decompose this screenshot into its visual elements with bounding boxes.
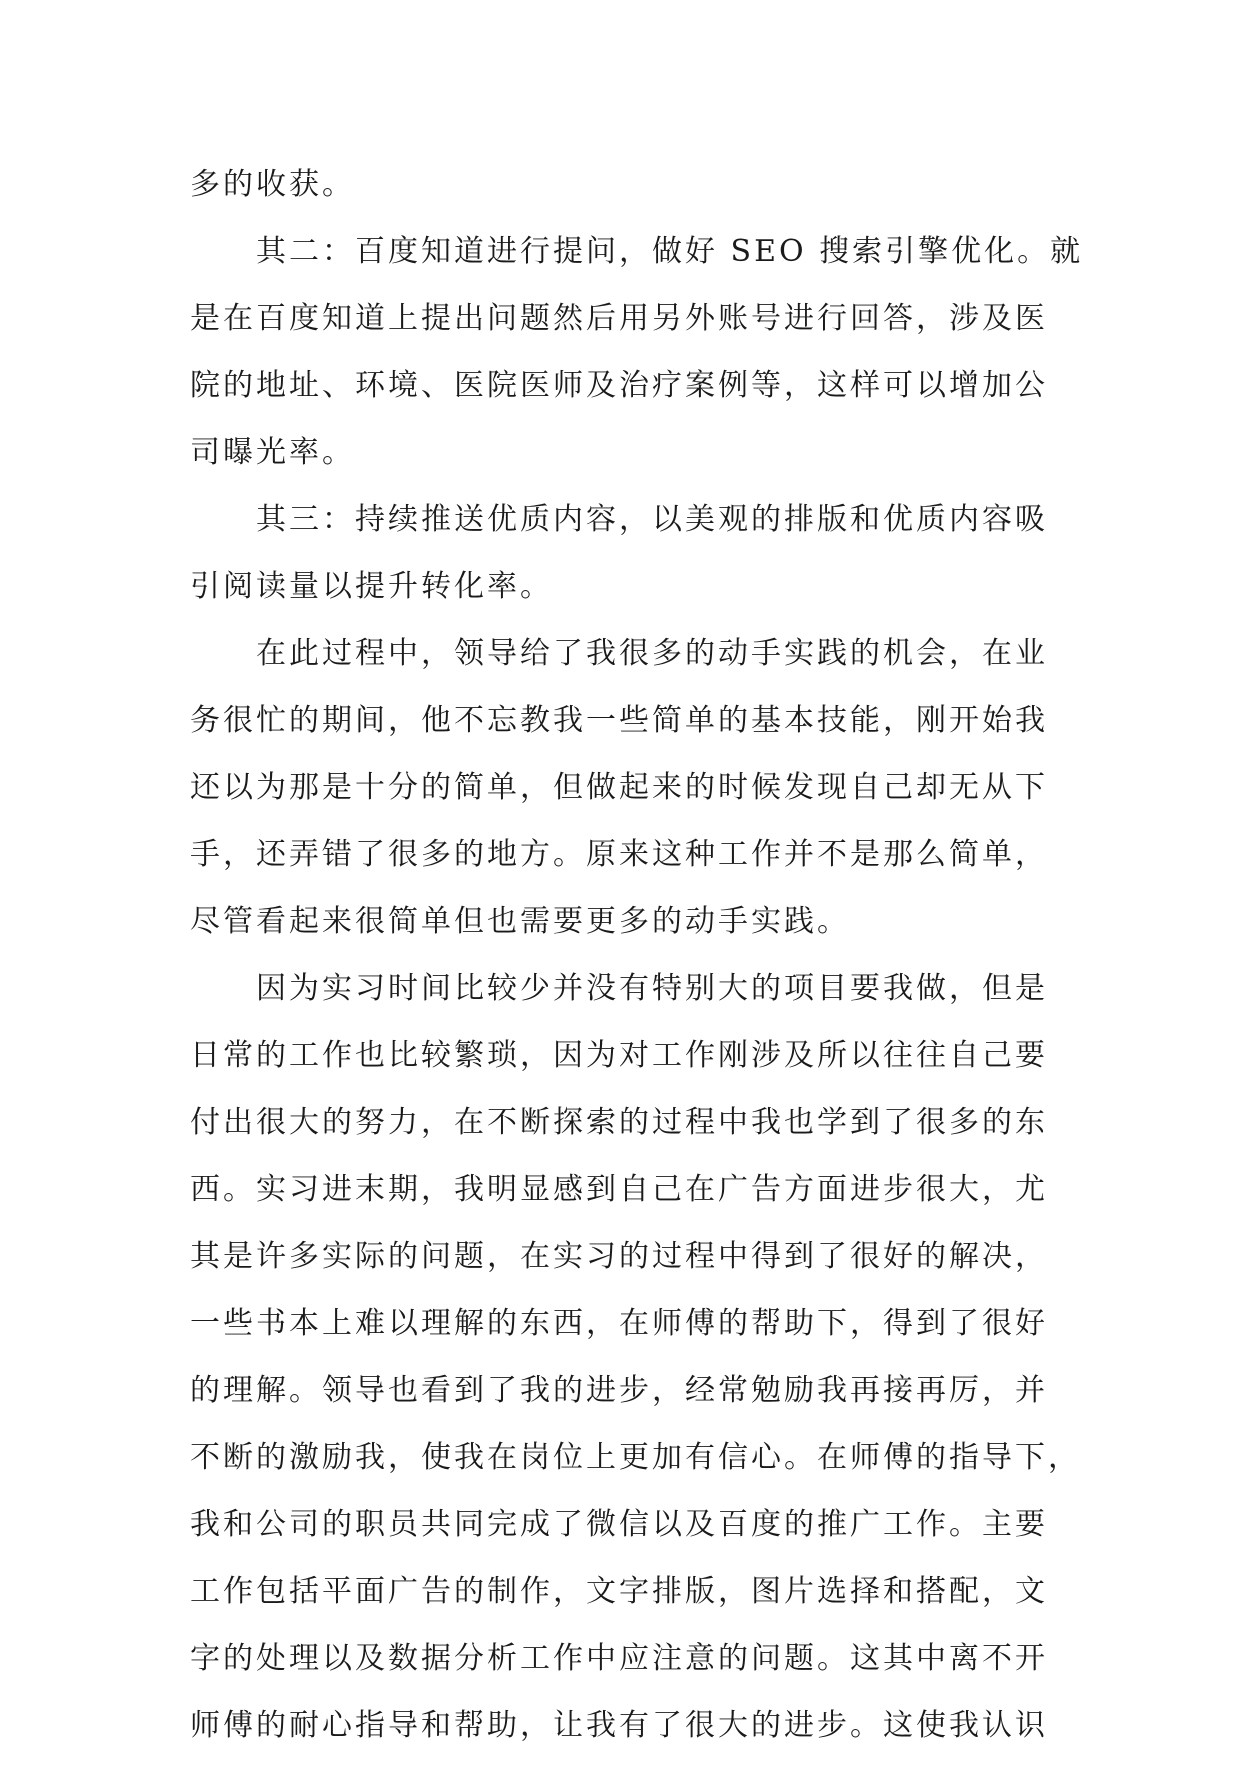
paragraph-start-line: 因为实习时间比较少并没有特别大的项目要我做，但是 [256, 971, 1048, 1006]
text-line: 尽管看起来很简单但也需要更多的动手实践。 [190, 904, 850, 939]
text-line: 引阅读量以提升转化率。 [190, 569, 553, 604]
text-line: 其是许多实际的问题，在实习的过程中得到了很好的解决， [190, 1239, 1048, 1274]
paragraph-start-line: 其三：持续推送优质内容，以美观的排版和优质内容吸 [256, 502, 1048, 537]
text-line: 西。实习进末期，我明显感到自己在广告方面进步很大，尤 [190, 1172, 1048, 1207]
text-line: 院的地址、环境、医院医师及治疗案例等，这样可以增加公 [190, 368, 1048, 403]
text-line: 一些书本上难以理解的东西，在师傅的帮助下，得到了很好 [190, 1306, 1048, 1341]
text-line: 我和公司的职员共同完成了微信以及百度的推广工作。主要 [190, 1507, 1048, 1542]
text-line: 手，还弄错了很多的地方。原来这种工作并不是那么简单， [190, 837, 1048, 872]
text-line: 日常的工作也比较繁琐，因为对工作刚涉及所以往往自己要 [190, 1038, 1048, 1073]
text-line: 务很忙的期间，他不忘教我一些简单的基本技能，刚开始我 [190, 703, 1048, 738]
text-line: 还以为那是十分的简单，但做起来的时候发现自己却无从下 [190, 770, 1048, 805]
text-line: 付出很大的努力，在不断探索的过程中我也学到了很多的东 [190, 1105, 1048, 1140]
text-line: 司曝光率。 [190, 435, 355, 470]
text-line: 的理解。领导也看到了我的进步，经常勉励我再接再厉，并 [190, 1373, 1048, 1408]
text-line: 是在百度知道上提出问题然后用另外账号进行回答，涉及医 [190, 301, 1048, 336]
text-line: 不断的激励我，使我在岗位上更加有信心。在师傅的指导下， [190, 1440, 1081, 1475]
text-line: 字的处理以及数据分析工作中应注意的问题。这其中离不开 [190, 1641, 1048, 1676]
text-line: 工作包括平面广告的制作，文字排版，图片选择和搭配，文 [190, 1574, 1048, 1609]
paragraph-start-line: 在此过程中，领导给了我很多的动手实践的机会，在业 [256, 636, 1048, 671]
text-line: 师傅的耐心指导和帮助，让我有了很大的进步。这使我认识 [190, 1708, 1048, 1743]
text-line: 多的收获。 [190, 167, 355, 202]
paragraph-start-line: 其二：百度知道进行提问，做好 SEO 搜索引擎优化。就 [256, 234, 1084, 269]
document-body [190, 160, 1084, 1768]
